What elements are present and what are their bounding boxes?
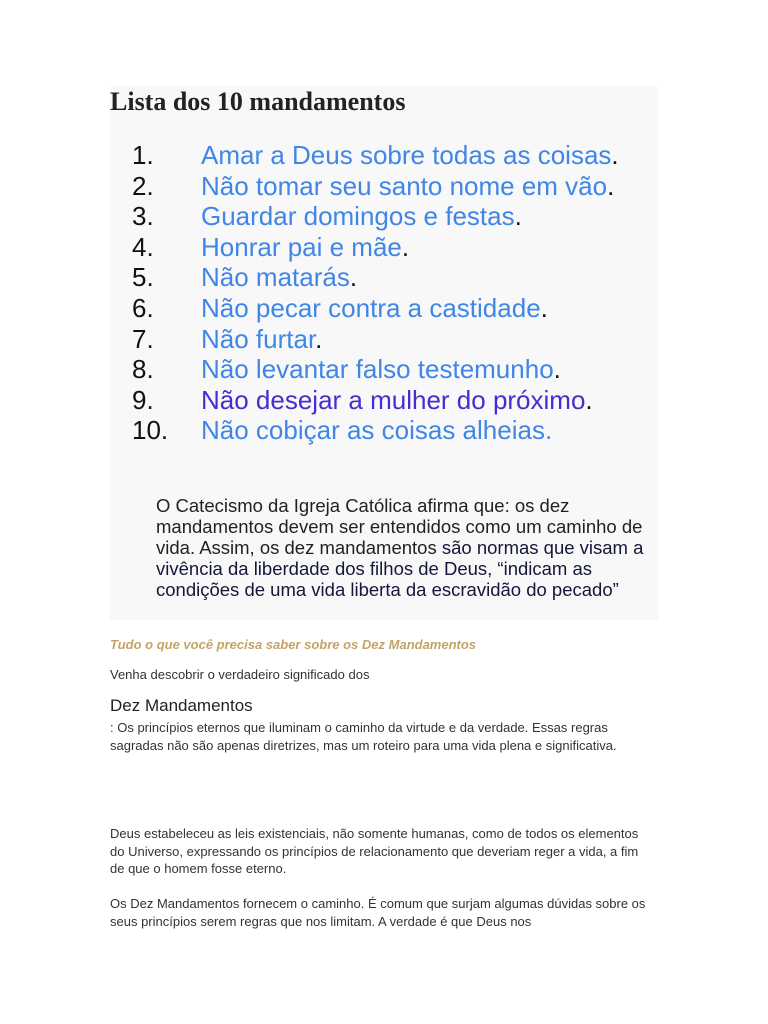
item-period: . [585, 384, 593, 415]
list-item [110, 232, 670, 263]
list-item [110, 171, 670, 202]
commandment-link[interactable]: Não cobiçar as coisas alheias. [201, 415, 553, 446]
list-item [110, 293, 670, 324]
commandment-link[interactable]: Não pecar contra a castidade [201, 292, 541, 323]
item-number: 6. [132, 292, 154, 323]
item-period: . [349, 262, 358, 293]
list-item [110, 415, 670, 446]
section-subheading: Tudo o que você precisa saber sobre os Dez Mandamentos [110, 637, 477, 652]
list-item [110, 385, 670, 416]
list-item [110, 354, 670, 385]
item-number: 9. [132, 384, 154, 415]
item-number: 3. [132, 201, 154, 232]
catechism-text: O Catecismo da Igreja Católica afirma que: os dez mandamentos devem ser entendidos como um caminho de vida. Assim, os dez mandamentos [156, 495, 643, 558]
commandment-link[interactable]: Honrar pai e mãe [201, 231, 402, 262]
item-number: 2. [132, 170, 154, 201]
commandment-link[interactable]: Amar a Deus sobre todas as coisas [201, 140, 612, 170]
item-period: . [514, 201, 522, 232]
item-period: . [315, 323, 323, 354]
item-period: . [607, 170, 615, 201]
paragraph-laws: Deus estabeleceu as leis existenciais, não somente humanas, como de todos os elementos do Universo, expressando os princípios de relacionamento que deveriam reger a vida, a fim de que o homem fosse eterno. [110, 826, 639, 876]
list-item [110, 201, 670, 232]
item-period: . [540, 292, 548, 323]
commandment-link[interactable]: Não desejar a mulher do próximo [201, 384, 586, 415]
item-number: 1. [132, 140, 154, 170]
commandment-link[interactable]: Não tomar seu santo nome em vão [201, 170, 608, 201]
item-number: 8. [132, 354, 154, 385]
commandment-link[interactable]: Guardar domingos e festas [201, 201, 515, 232]
commandments-list [110, 140, 670, 446]
commandment-link[interactable]: Não matarás [201, 262, 350, 293]
commandment-link[interactable]: Não furtar [201, 323, 316, 354]
commandment-link[interactable]: Não levantar falso testemunho [201, 354, 554, 385]
item-number: 5. [132, 262, 154, 293]
item-period: . [401, 231, 410, 262]
page-title: Lista dos 10 mandamentos [110, 87, 406, 116]
list-item [110, 324, 670, 355]
item-number: 4. [132, 231, 154, 262]
list-item [110, 140, 670, 171]
item-number: 10. [132, 415, 169, 446]
dez-mandamentos-heading: Dez Mandamentos [110, 696, 253, 715]
item-number: 7. [132, 323, 154, 354]
item-period: . [611, 140, 619, 170]
item-period: . [553, 354, 561, 385]
catechism-quote [156, 495, 656, 600]
intro-text: Venha descobrir o verdadeiro significado dos [110, 667, 370, 682]
list-item [110, 262, 670, 293]
paragraph-principles: : Os princípios eternos que iluminam o caminho da virtude e da verdade. Essas regras sagradas não são apenas diretrizes, mas um roteiro para uma vida plena e significativa. [110, 720, 617, 753]
paragraph-path: Os Dez Mandamentos fornecem o caminho. É comum que surjam algumas dúvidas sobre os seus princípios serem regras que nos limitam. A verdade é que Deus nos [110, 896, 646, 929]
catechism-highlight: são normas que visam a vivência da liberdade dos filhos de Deus, “indicam as condições de uma vida liberta da escravidão do pecado” [156, 537, 644, 600]
